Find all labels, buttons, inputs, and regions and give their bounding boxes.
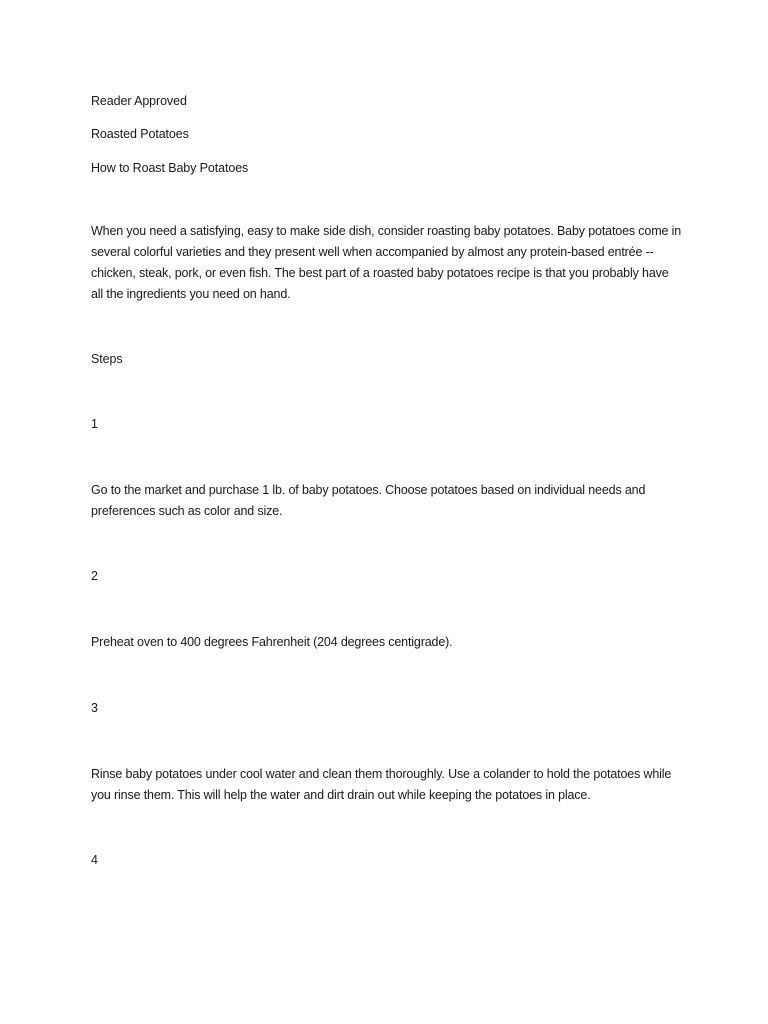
step-text-1: Go to the market and purchase 1 lb. of baby potatoes. Choose potatoes based on individual needs and preferences such as color and size. [91, 483, 646, 518]
category-label: Roasted Potatoes [91, 127, 189, 141]
step-number-1: 1 [91, 417, 98, 431]
step-text-2: Preheat oven to 400 degrees Fahrenheit (204 degrees centigrade). [91, 635, 453, 649]
page-title: How to Roast Baby Potatoes [91, 161, 249, 175]
intro-paragraph: When you need a satisfying, easy to make side dish, consider roasting baby potatoes. Baby potatoes come in several colorful varieties and they present well when accompanied by almost any protein-based entrée -- chicken, steak, pork, or even fish. The best part of a roasted baby potatoes recipe is that you probably have all the ingredients you need on hand. [91, 224, 682, 301]
steps-heading: Steps [91, 352, 123, 366]
reader-approved-badge: Reader Approved [91, 94, 187, 108]
step-number-3: 3 [91, 701, 98, 715]
step-number-2: 2 [91, 569, 98, 583]
step-number-4: 4 [91, 853, 98, 867]
step-text-3: Rinse baby potatoes under cool water and clean them thoroughly. Use a colander to hold the potatoes while you rinse them. This will help the water and dirt drain out while keeping the potatoes in place. [91, 767, 672, 802]
